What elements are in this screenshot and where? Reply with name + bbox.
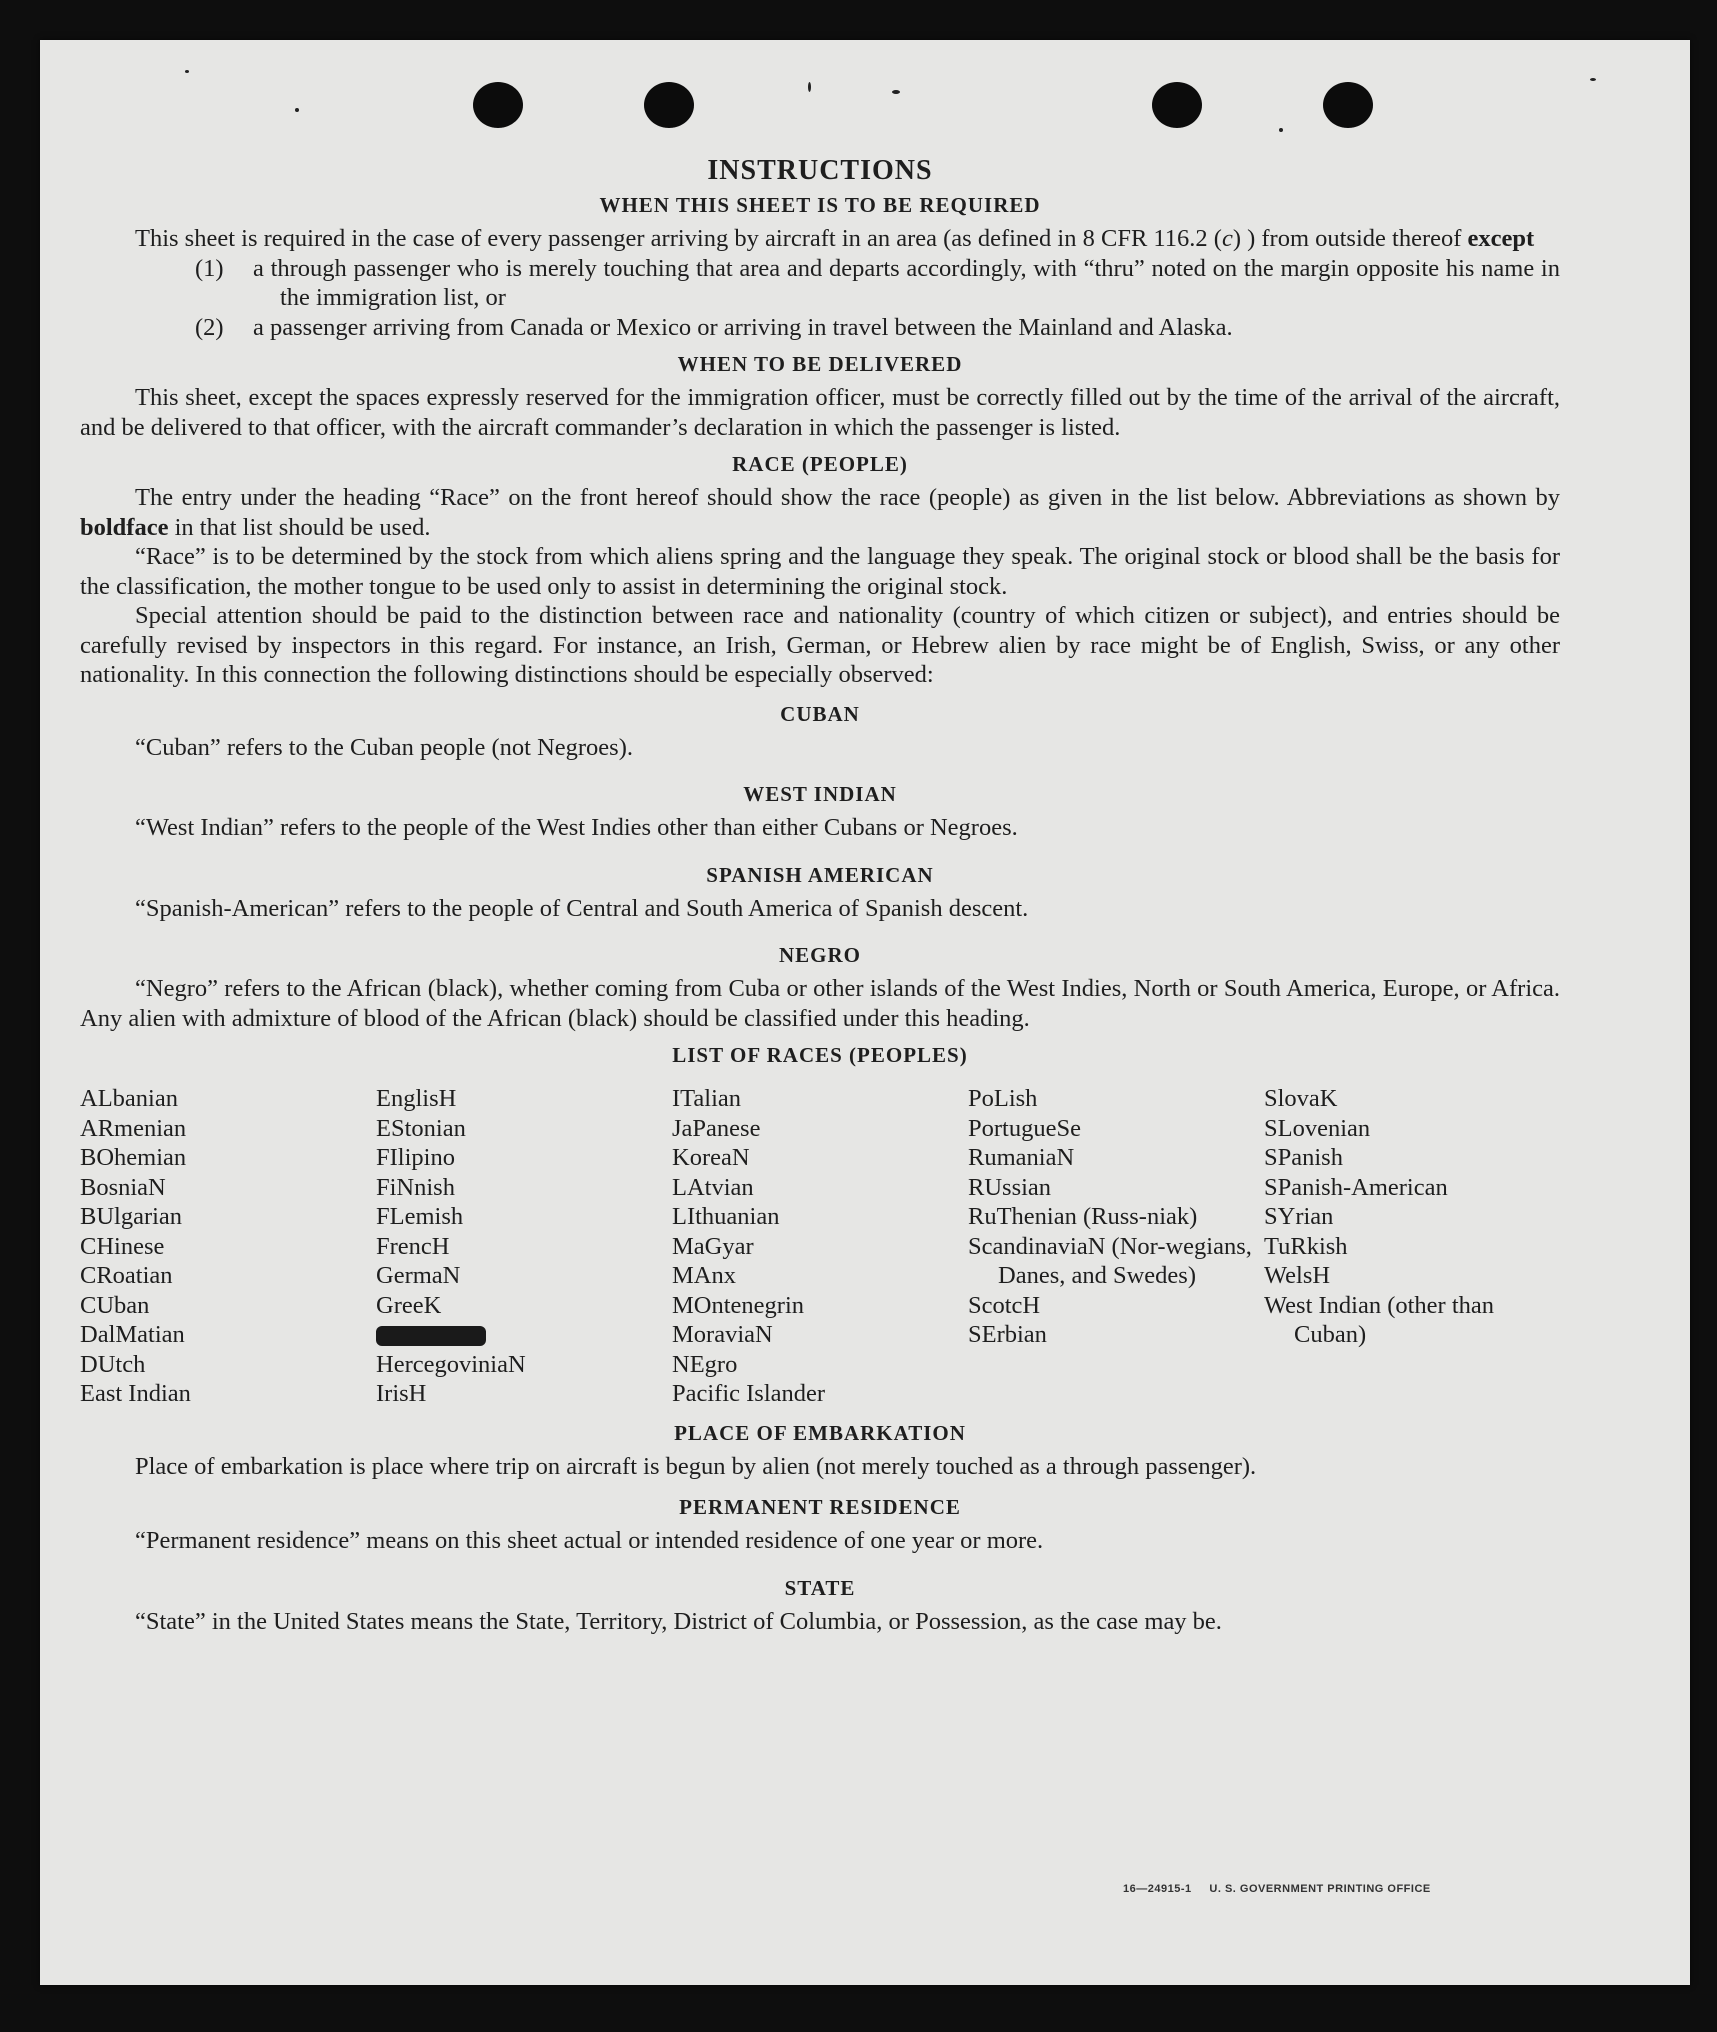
spanish-american-text: “Spanish-American” refers to the people of Central and South America of Spanish descent. [135,894,1029,922]
heading-race: RACE (PEOPLE) [732,452,908,476]
west-indian-text: “West Indian” refers to the people of the West Indies other than either Cubans or Negroes. [135,814,1018,841]
punch-hole-1 [473,82,523,128]
races-list [80,1084,1560,1409]
page-title: INSTRUCTIONS [707,155,933,186]
race-entry: FiNnish [376,1173,455,1201]
race-entry: MoraviaN [672,1321,773,1348]
heading-state: STATE [784,1575,856,1600]
race-entry: ScotcH [968,1291,1041,1319]
race-entry: EStonian [376,1114,466,1142]
permanent-residence-text: “Permanent residence” means on this sheet actual or intended residence of one year or more. [135,1527,1044,1554]
race-entry: EnglisH [376,1085,457,1112]
race-entry: SlovaK [1264,1085,1338,1112]
races-column-5 [1264,1084,1560,1409]
document-page [40,40,1690,1985]
race-paragraph-2: “Race” is to be determined by the stock from which aliens spring and the language they speak. The original stock or blood shall be the basis for the classification, the mother tongue to be used only to assist in determining the original stock. [80,543,1560,600]
race-entry: RumaniaN [968,1144,1075,1171]
speck-mark [1590,78,1596,81]
race-entry: PoLish [968,1085,1038,1112]
speck-mark [1279,128,1283,132]
race-entry: MOntenegrin [672,1291,804,1319]
races-column-4 [968,1084,1264,1409]
race-entry: WelsH [1264,1262,1331,1289]
redacted-entry [376,1320,672,1350]
races-column-1 [80,1084,376,1409]
race-entry: FrencH [376,1232,450,1260]
race-entry: FIlipino [376,1144,455,1171]
race-entry: CRoatian [80,1262,173,1289]
heading-required: WHEN THIS SHEET IS TO BE REQUIRED [599,193,1041,217]
race-entry: CHinese [80,1232,165,1260]
race-entry: SPanish [1264,1144,1343,1171]
punch-hole-4 [1323,82,1373,128]
race-entry: NEgro [672,1350,738,1378]
race-entry: KoreaN [672,1144,750,1171]
heading-permanent-residence: PERMANENT RESIDENCE [679,1495,961,1519]
race-entry: RUssian [968,1173,1052,1201]
required-item-2: (2) a passenger arriving from Canada or Mexico or arriving in travel between the Mainland and Alaska. [195,313,1233,341]
embarkation-text: Place of embarkation is place where trip on aircraft is begun by alien (not merely touched as a through passenger). [135,1452,1257,1480]
race-entry: BOhemian [80,1144,187,1171]
speck-mark [295,108,299,112]
race-entry: LAtvian [672,1173,754,1201]
heading-embarkation: PLACE OF EMBARKATION [674,1420,966,1445]
race-entry: SErbian [968,1321,1047,1348]
race-entry: CUban [80,1291,150,1319]
speck-mark [892,90,900,94]
race-entry: JaPanese [672,1114,761,1142]
race-entry: IrisH [376,1380,427,1407]
race-entry: East Indian [80,1380,191,1407]
race-entry: ALbanian [80,1085,178,1112]
race-entry: TuRkish [1264,1232,1348,1260]
race-entry: RuThenian (Russ-niak) [968,1203,1198,1230]
printer-imprint: 16—24915-1 U. S. GOVERNMENT PRINTING OFFICE [1123,1883,1431,1895]
race-entry: Pacific Islander [672,1380,826,1407]
required-intro: This sheet is required in the case of every passenger arriving by aircraft in an area (as defined in 8 CFR 116.2 (c) ) from outside thereof except [135,225,1535,252]
race-entry: DUtch [80,1350,146,1378]
race-entry: DalMatian [80,1321,185,1348]
race-entry: ScandinaviaN (Nor-wegians, Danes, and Swedes) [968,1232,1252,1289]
punch-hole-3 [1152,82,1202,128]
race-paragraph-1: The entry under the heading “Race” on the front hereof should show the race (people) as given in the list below. Abbreviations as shown by boldface in that list should be used. [80,484,1560,541]
race-entry: BosniaN [80,1173,166,1201]
heading-cuban: CUBAN [780,701,860,726]
state-text: “State” in the United States means the State, Territory, District of Columbia, or Possession, as the case may be. [135,1607,1222,1635]
race-entry: GermaN [376,1262,461,1289]
race-entry: BUlgarian [80,1203,183,1230]
redaction-mark [376,1326,486,1346]
races-column-3 [672,1084,968,1409]
race-entry: FLemish [376,1203,464,1230]
heading-list-of-races: LIST OF RACES (PEOPLES) [672,1043,968,1067]
race-entry: West Indian (other than Cuban) [1264,1291,1495,1348]
race-entry: SYrian [1264,1203,1334,1230]
instructions-content [80,155,1560,1636]
race-paragraph-3: Special attention should be paid to the distinction between race and nationality (country of which citizen or subject), and entries should be carefully revised by inspectors in this regard. For instance, an Irish, German, or Hebrew alien by race might be of English, Swiss, or any other nationality. In this connection the following distinctions should be especially observed: [80,602,1560,688]
race-entry: LIthuanian [672,1203,780,1230]
heading-delivered: WHEN TO BE DELIVERED [677,352,963,376]
race-entry: GreeK [376,1291,442,1319]
cuban-text: “Cuban” refers to the Cuban people (not Negroes). [135,733,633,761]
race-entry: MaGyar [672,1232,754,1260]
heading-west-indian: WEST INDIAN [743,782,897,806]
speck-mark [808,82,811,92]
heading-spanish-american: SPANISH AMERICAN [706,862,934,887]
races-column-2 [376,1084,672,1409]
race-entry: MAnx [672,1262,736,1289]
race-entry: SPanish-American [1264,1173,1448,1201]
race-entry: ARmenian [80,1114,187,1142]
speck-mark [185,70,189,73]
race-entry: HercegoviniaN [376,1350,526,1378]
heading-negro: NEGRO [778,943,861,967]
punch-hole-2 [644,82,694,128]
delivered-text: This sheet, except the spaces expressly reserved for the immigration officer, must be correctly filled out by the time of the arrival of the aircraft, and be delivered to that officer, with the aircraft commander’s declaration in which the passenger is listed. [80,384,1560,441]
race-entry: PortugueSe [968,1114,1081,1142]
race-entry: ITalian [672,1085,742,1112]
race-entry: SLovenian [1264,1114,1371,1142]
required-item-1: (1) a through passenger who is merely touching that area and departs accordingly, with “thru” noted on the margin opposite his name in the immigration list, or [195,254,1560,311]
negro-text: “Negro” refers to the African (black), whether coming from Cuba or other islands of the West Indies, North or South America, Europe, or Africa. Any alien with admixture of blood of the African (black) should be classified under this heading. [80,975,1560,1032]
